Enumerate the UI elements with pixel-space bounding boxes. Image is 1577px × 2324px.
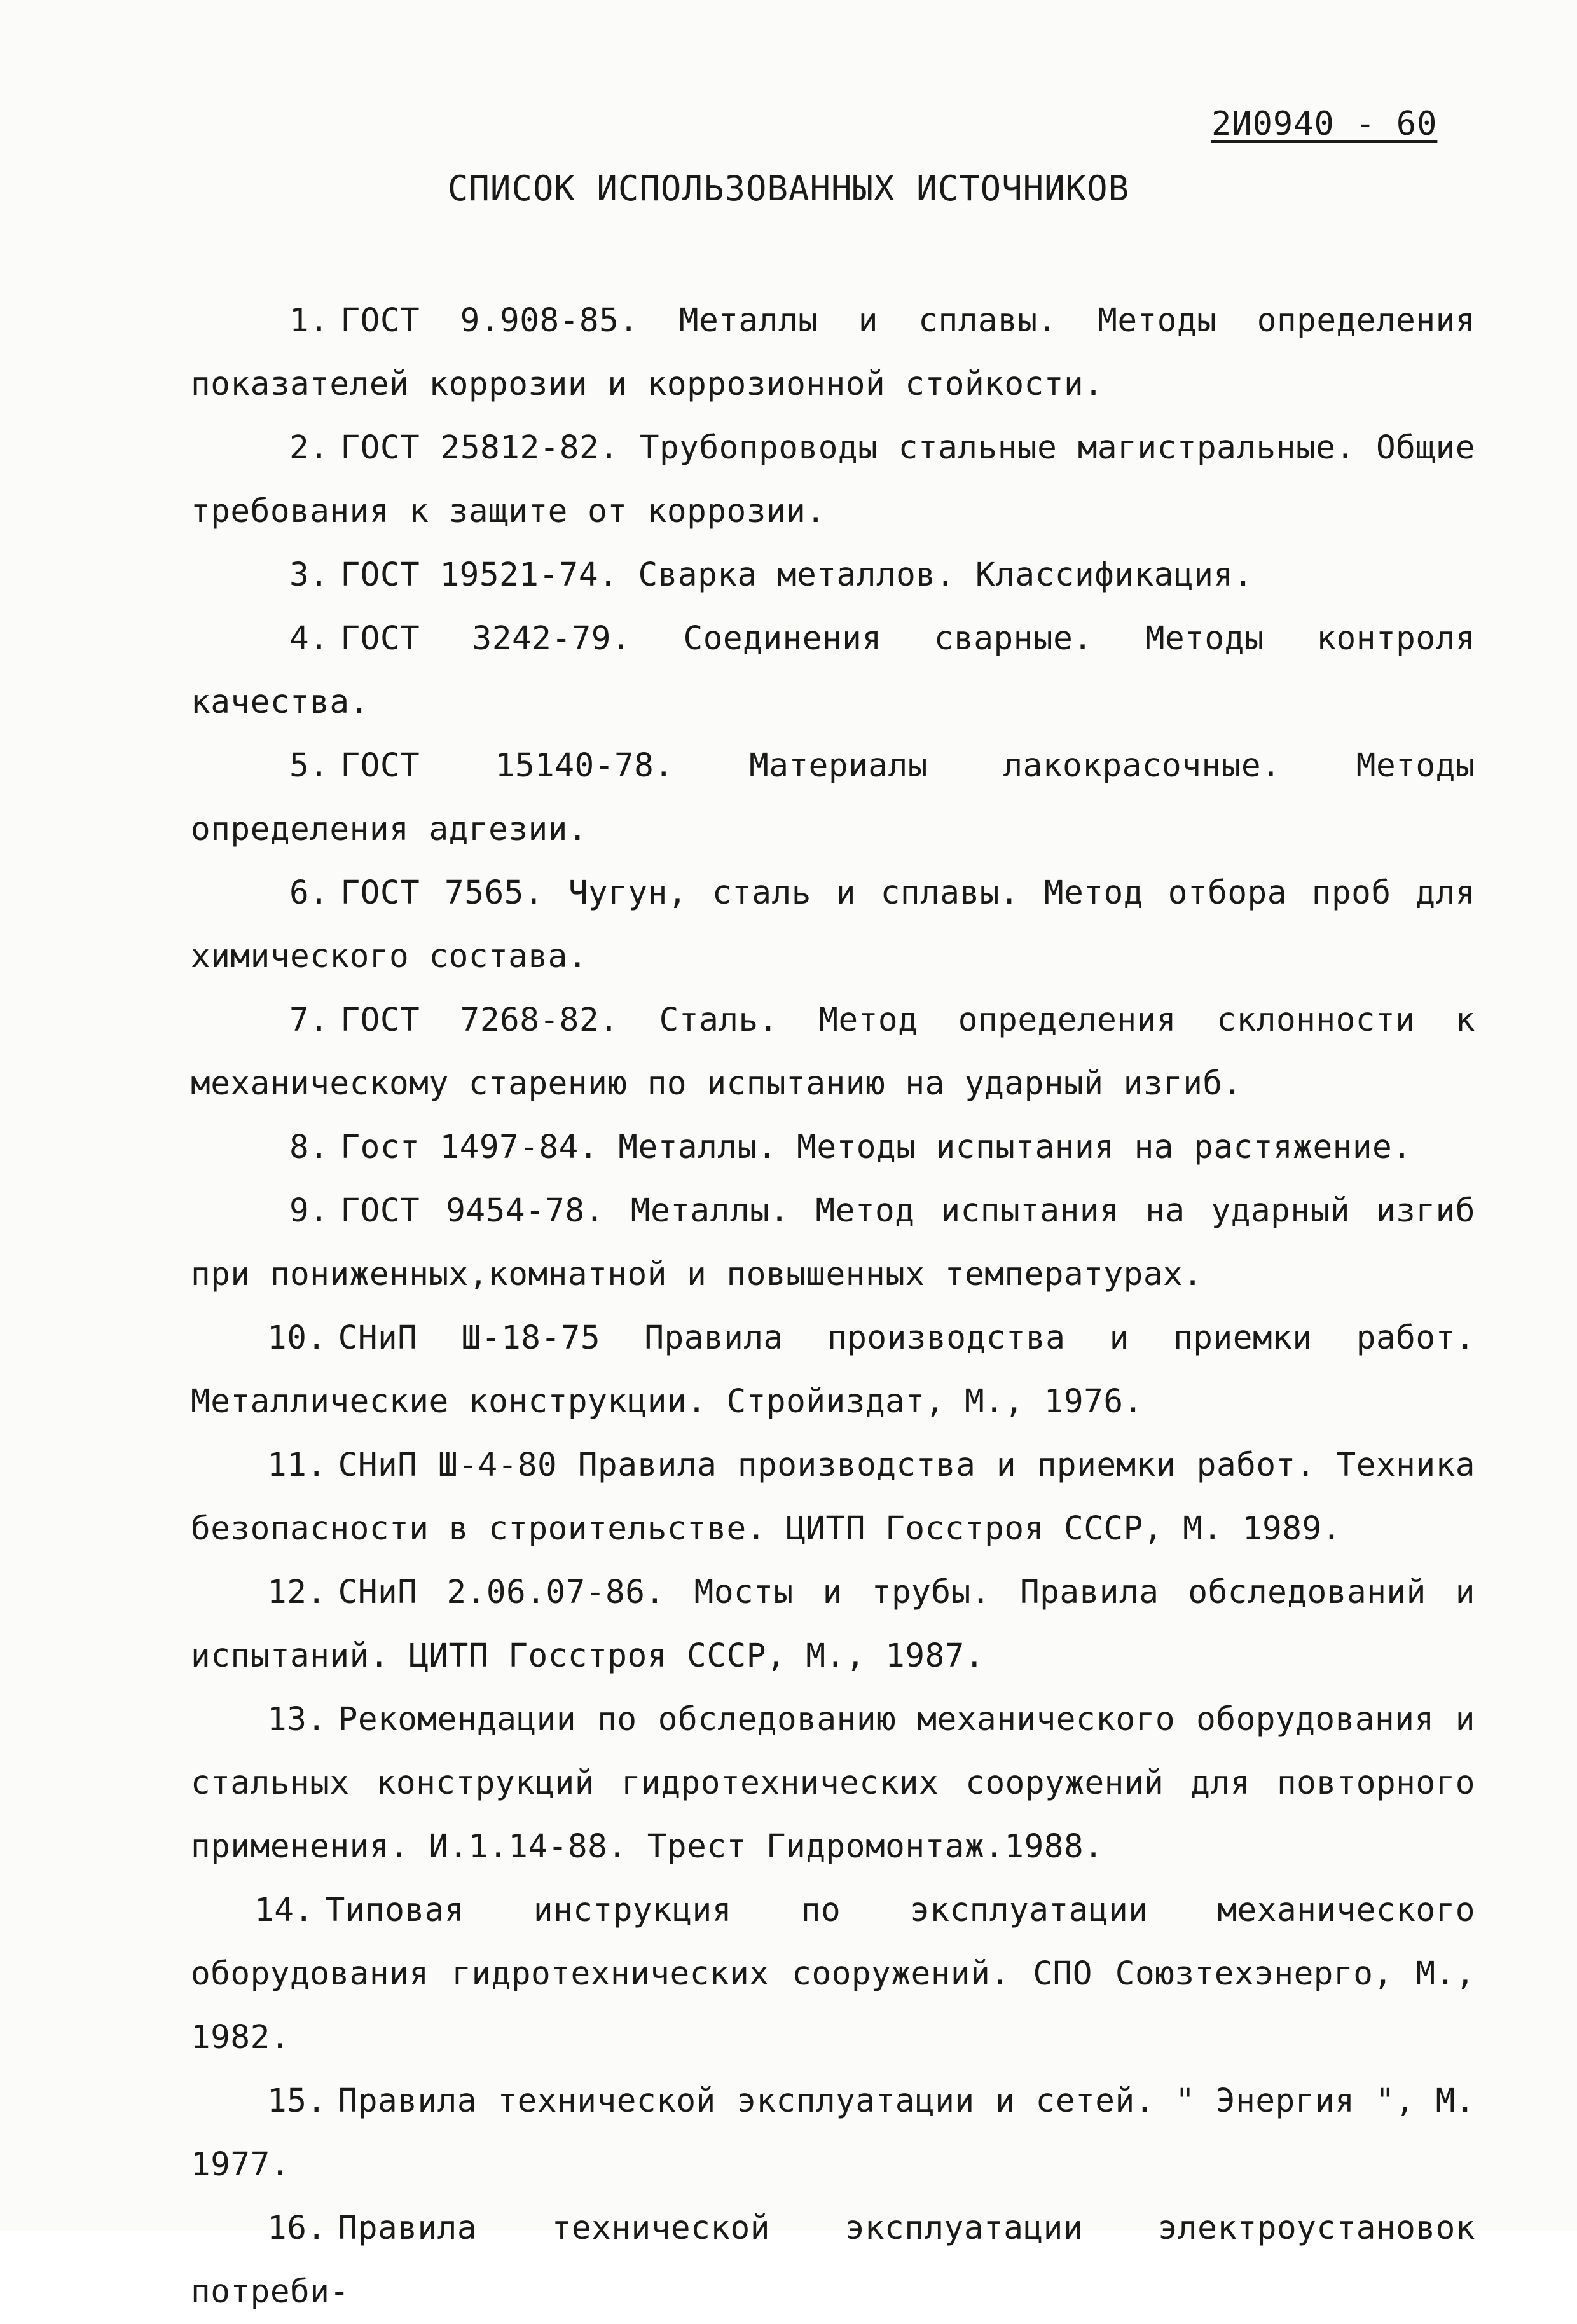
reference-item	[191, 416, 1475, 544]
reference-item	[191, 2070, 1475, 2197]
reference-text: Правила технической эксплуатации электроустановок потреби-	[191, 2210, 1475, 2311]
reference-item	[191, 289, 1475, 416]
reference-number: 2.	[289, 429, 329, 467]
reference-item	[191, 607, 1475, 734]
reference-number: 9.	[289, 1192, 329, 1230]
reference-number: 4.	[289, 620, 329, 657]
reference-text: Типовая инструкция по эксплуатации механического оборудования гидротехнических сооружений. СПО Союзтехэнерго, М., 1982.	[191, 1892, 1475, 2056]
reference-text: ГОСТ 15140-78. Материалы лакокрасочные. Методы определения адгезии.	[191, 747, 1475, 848]
reference-item	[191, 989, 1475, 1116]
reference-text: Правила технической эксплуатации и сетей. " Энергия ", М. 1977.	[191, 2082, 1475, 2183]
reference-item	[191, 1307, 1475, 1434]
reference-item	[191, 1879, 1475, 2070]
reference-number: 8.	[289, 1129, 329, 1166]
reference-item	[191, 1434, 1475, 1561]
reference-item	[191, 2197, 1475, 2324]
reference-text: СНиП Ш-4-80 Правила производства и приемки работ. Техника безопасности в строительстве. ЦИТП Госстроя СССР, М. 1989.	[191, 1447, 1475, 1548]
page-title: СПИСОК ИСПОЛЬЗОВАННЫХ ИСТОЧНИКОВ	[447, 168, 1130, 209]
reference-number: 7.	[289, 1001, 329, 1039]
reference-number: 16.	[267, 2210, 327, 2247]
reference-text: СНиП Ш-18-75 Правила производства и приемки работ. Металлические конструкции. Стройиздат, М., 1976.	[191, 1319, 1475, 1420]
reference-text: Рекомендации по обследованию механического оборудования и стальных конструкций гидротехнических сооружений для повторного применения. И.1.14-88. Трест Гидромонтаж.1988.	[191, 1701, 1475, 1866]
reference-number: 10.	[267, 1319, 327, 1357]
reference-number: 5.	[289, 747, 329, 785]
reference-list	[191, 289, 1475, 2324]
reference-number: 15.	[267, 2082, 327, 2120]
document-code: 2И0940 - 60	[1211, 105, 1438, 143]
reference-item	[191, 1116, 1475, 1179]
reference-text: ГОСТ 19521-74. Сварка металлов. Классификация.	[340, 556, 1253, 594]
reference-text: ГОСТ 9454-78. Металлы. Метод испытания на ударный изгиб при пониженных,комнатной и повышенных температурах.	[191, 1192, 1475, 1293]
reference-number: 13.	[267, 1701, 327, 1738]
reference-text: ГОСТ 7268-82. Сталь. Метод определения склонности к механическому старению по испытанию на ударный изгиб.	[191, 1001, 1475, 1103]
reference-text: ГОСТ 7565. Чугун, сталь и сплавы. Метод отбора проб для химического состава.	[191, 874, 1475, 975]
reference-text: ГОСТ 25812-82. Трубопроводы стальные магистральные. Общие требования к защите от коррозии.	[191, 429, 1475, 530]
reference-number: 12.	[267, 1574, 327, 1611]
reference-number: 11.	[267, 1447, 327, 1484]
reference-item	[191, 734, 1475, 862]
reference-number: 3.	[289, 556, 329, 594]
reference-item	[191, 862, 1475, 989]
reference-item	[191, 1688, 1475, 1879]
reference-item	[191, 1179, 1475, 1307]
reference-item	[191, 544, 1475, 607]
reference-text: СНиП 2.06.07-86. Мосты и трубы. Правила обследований и испытаний. ЦИТП Госстроя СССР, М., 1987.	[191, 1574, 1475, 1675]
reference-number: 1.	[289, 302, 329, 340]
reference-text: ГОСТ 9.908-85. Металлы и сплавы. Методы определения показателей коррозии и коррозионной стойкости.	[191, 302, 1475, 403]
reference-number: 14.	[254, 1892, 314, 1929]
reference-number: 6.	[289, 874, 329, 912]
reference-item	[191, 1561, 1475, 1688]
reference-text: Гост 1497-84. Металлы. Методы испытания на растяжение.	[340, 1129, 1412, 1166]
reference-text: ГОСТ 3242-79. Соединения сварные. Методы контроля качества.	[191, 620, 1475, 721]
